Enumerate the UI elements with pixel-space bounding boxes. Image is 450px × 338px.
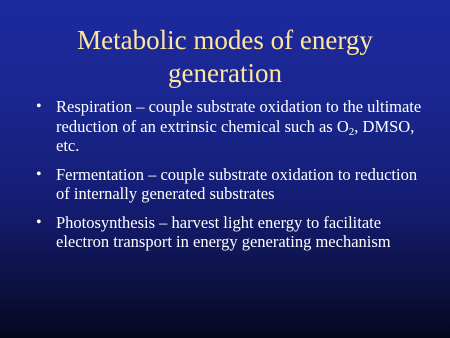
bullet-list	[36, 97, 432, 261]
bullet-text	[56, 97, 421, 155]
bullet-item-respiration	[36, 97, 432, 156]
bullet-item-fermentation	[36, 165, 432, 204]
bullet-dot-icon: •	[36, 165, 42, 183]
bullet-dot-icon: •	[36, 213, 42, 231]
bullet-dot-icon: •	[36, 98, 42, 115]
bullet-item-photosynthesis	[36, 213, 432, 252]
subscript-text: 2	[348, 125, 355, 138]
bullet-text: Photosynthesis – harvest light energy to facilitate electron transport in energy generating mechanism	[56, 212, 391, 251]
slide-title: Metabolic modes of energy generation	[77, 25, 373, 88]
bullet-text: Fermentation – couple substrate oxidation to reduction of internally generated substrates	[56, 164, 418, 203]
bullet-text-suffix: , DMSO, etc.	[56, 116, 415, 155]
bullet-text-prefix: Respiration – couple substrate oxidation to the ultimate reduction of an extrinsic chemical such as O	[56, 97, 422, 136]
